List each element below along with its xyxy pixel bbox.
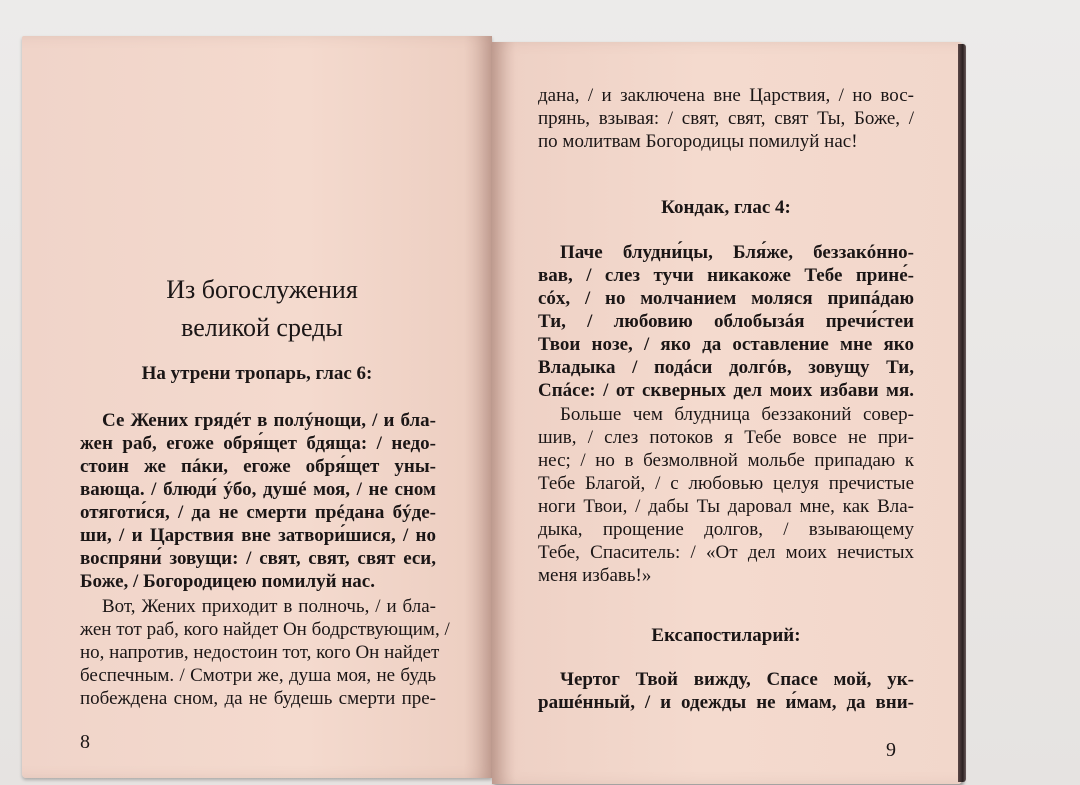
translation-line: прянь, взывая: / свят, свят, свят Ты, Боже, /: [538, 108, 914, 129]
kontakion-translation: [538, 403, 914, 587]
section-title-line-1: Из богослужения: [166, 275, 358, 304]
kontakion-line: Твои нозе, / яко да оставление мне яко: [538, 334, 914, 355]
kontakion-line: Спáсе: / от скверных дел моих избави мя.: [538, 380, 914, 401]
translation-line: побеждена сном, да не будешь смерти пре-: [80, 688, 436, 709]
translation-line: Больше чем блудница беззаконий совер-: [560, 404, 914, 425]
troparion-line: вающа. / блюди́ ýбо, душé моя, / не сном: [80, 479, 436, 500]
translation-line: ноги Твои, / дабы Ты даровал мне, как Вла-: [538, 496, 914, 517]
section-title-line-2: великой среды: [181, 313, 343, 342]
translation-line: дана, / и заключена вне Царствия, / но вос-: [538, 85, 914, 106]
troparion-line: жен раб, егоже обря́щет бдяща: / недо-: [80, 433, 436, 454]
translation-line: но, напротив, недостоин тот, кого Он найдет: [80, 642, 440, 663]
exapostilarion-line: Чертог Твой вижду, Спасе мой, ук-: [560, 669, 914, 690]
left-page: [22, 36, 492, 778]
book-edge: [958, 44, 966, 782]
exapostilarion-line: рашéнный, / и одежды не и́мам, да вни-: [538, 692, 914, 713]
troparion-line: воспряни́ зовущи: / свят, свят, свят еси,: [80, 548, 436, 569]
kontakion-line: Ти, / любовию облобызáя пречи́стеи: [538, 311, 914, 332]
troparion-line: Боже, / Богородицею помилуй нас.: [80, 571, 375, 592]
right-page: [492, 42, 962, 784]
kontakion-line: Паче блудни́цы, Бля́же, беззакóнно-: [560, 242, 914, 263]
open-book: [18, 28, 968, 778]
translation-line: Вот, Жених приходит в полночь, / и бла-: [102, 596, 436, 617]
troparion-line: Се Жених грядéт в полýнощи, / и бла-: [102, 410, 436, 431]
exapostilarion-heading: Ексапостиларий:: [651, 625, 801, 646]
translation-line: нес; / но в безмолвной мольбе припадаю к: [538, 450, 914, 471]
translation-line: шив, / слез потоков я Тебе вовсе не при-: [538, 427, 914, 448]
page-number: 9: [886, 739, 896, 761]
kontakion-line: сóх, / но молчанием моляся припáдаю: [538, 288, 914, 309]
page-number: 8: [80, 731, 90, 753]
troparion-translation-continued: [538, 84, 914, 153]
troparion-line: ши, / и Царствия вне затвори́шися, / но: [80, 525, 436, 546]
translation-line: беспечным. / Смотри же, душа моя, не будь: [80, 665, 436, 686]
translation-line: меня избавь!»: [538, 565, 652, 586]
translation-line: жен тот раб, кого найдет Он бодрствующим, /: [80, 619, 450, 640]
troparion-translation: [80, 595, 450, 710]
translation-line: Тебе, Спаситель: / «От дел моих нечистых: [538, 542, 914, 563]
section-title: [142, 271, 382, 347]
kontakion-text: [538, 241, 914, 402]
troparion-heading: На утрени тропарь, глас 6:: [141, 363, 373, 384]
translation-line: дыка, прощение долгов, / взывающему: [538, 519, 914, 540]
kontakion-line: Владыка / подáси долгóв, зовущу Ти,: [538, 357, 914, 378]
kontakion-line: вав, / слез тучи никакоже Тебе прине́-: [538, 265, 914, 286]
troparion-text: [80, 409, 436, 593]
troparion-line: стоин же пáки, егоже обря́щет уны-: [80, 456, 436, 477]
kontakion-heading: Кондак, глас 4:: [661, 197, 791, 218]
exapostilarion-text: [538, 668, 914, 714]
troparion-line: отяготи́ся, / да не смерти прéдана бýде-: [80, 502, 436, 523]
translation-line: Тебе Благой, / с любовью целуя пречистые: [538, 473, 914, 494]
translation-line: по молитвам Богородицы помилуй нас!: [538, 131, 858, 152]
